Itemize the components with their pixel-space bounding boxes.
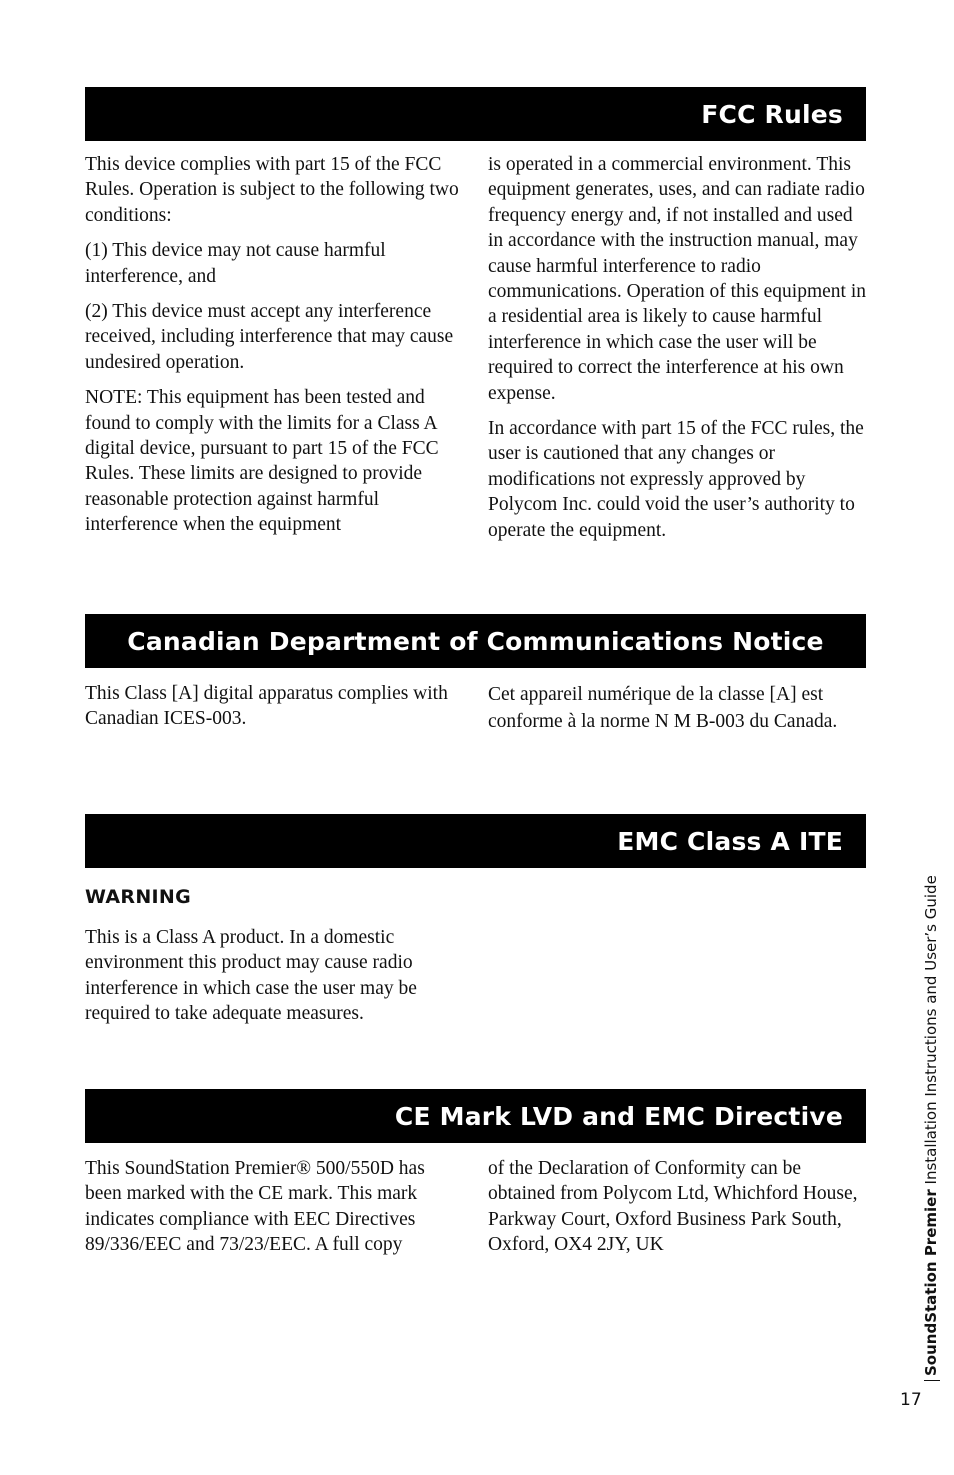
canada-section-title: Canadian Department of Communications Notice	[127, 626, 824, 656]
emc-section-title: EMC Class A ITE	[617, 826, 843, 856]
side-running-footer	[922, 875, 940, 1385]
footer-product-name: SoundStation Premier	[922, 1189, 940, 1376]
warning-label: WARNING	[85, 886, 192, 908]
fcc-paragraph: In accordance with part 15 of the FCC rules, the user is cautioned that any changes or modifications not expressly approved by Polycom Inc. could void the user’s authority to operate the equipment.	[488, 418, 864, 541]
emc-section-header	[85, 814, 866, 868]
ce-section-title: CE Mark LVD and EMC Directive	[394, 1101, 843, 1131]
canada-right-column	[488, 681, 868, 745]
canada-left-column	[85, 681, 465, 742]
fcc-paragraph: (1) This device may not cause harmful interference, and	[85, 240, 386, 287]
fcc-paragraph: This device complies with part 15 of the FCC Rules. Operation is subject to the following two conditions:	[85, 154, 459, 226]
fcc-paragraph: is operated in a commercial environment. This equipment generates, uses, and can radiate radio frequency energy and, if not installed and used in accordance with the instruction manual, may cause harmful interference to radio communications. Operation of this equipment in a residential area is likely to cause harmful interference in which case the user will be required to correct the interference at his own expense.	[488, 154, 867, 404]
ce-section-header	[85, 1089, 866, 1143]
emc-column	[85, 925, 465, 1037]
fcc-left-column	[85, 152, 465, 548]
page-number: 17	[900, 1390, 922, 1410]
footer-divider	[924, 1380, 940, 1381]
fcc-paragraph: (2) This device must accept any interference received, including interference that may cause undesired operation.	[85, 301, 454, 373]
canada-paragraph-french: Cet appareil numérique de la classe [A] est conforme à la norme N M B-003 du Canada.	[488, 684, 838, 732]
canada-section-header	[85, 614, 866, 668]
footer-guide-title: Installation Instructions and User’s Guide	[922, 875, 940, 1185]
fcc-section-title: FCC Rules	[701, 99, 843, 129]
canada-paragraph-english: This Class [A] digital apparatus complies with Canadian ICES-003.	[85, 683, 448, 730]
fcc-section-header	[85, 87, 866, 141]
fcc-paragraph: NOTE: This equipment has been tested and found to comply with the limits for a Class A digital device, pursuant to part 15 of the FCC Rules. These limits are designed to provide reasonable protection against harmful interference when the equipment	[85, 387, 439, 536]
emc-paragraph: This is a Class A product. In a domestic environment this product may cause radio interference in which case the user may be required to take adequate measures.	[85, 927, 417, 1025]
fcc-right-column	[488, 152, 868, 553]
ce-right-column	[488, 1156, 868, 1268]
ce-paragraph: of the Declaration of Conformity can be obtained from Polycom Ltd, Whichford House, Parkway Court, Oxford Business Park South, Oxford, OX4 2JY, UK	[488, 1158, 858, 1256]
ce-paragraph: This SoundStation Premier® 500/550D has been marked with the CE mark. This mark indicates compliance with EEC Directives 89/336/EEC and 73/23/EEC. A full copy	[85, 1158, 425, 1256]
ce-left-column	[85, 1156, 465, 1268]
